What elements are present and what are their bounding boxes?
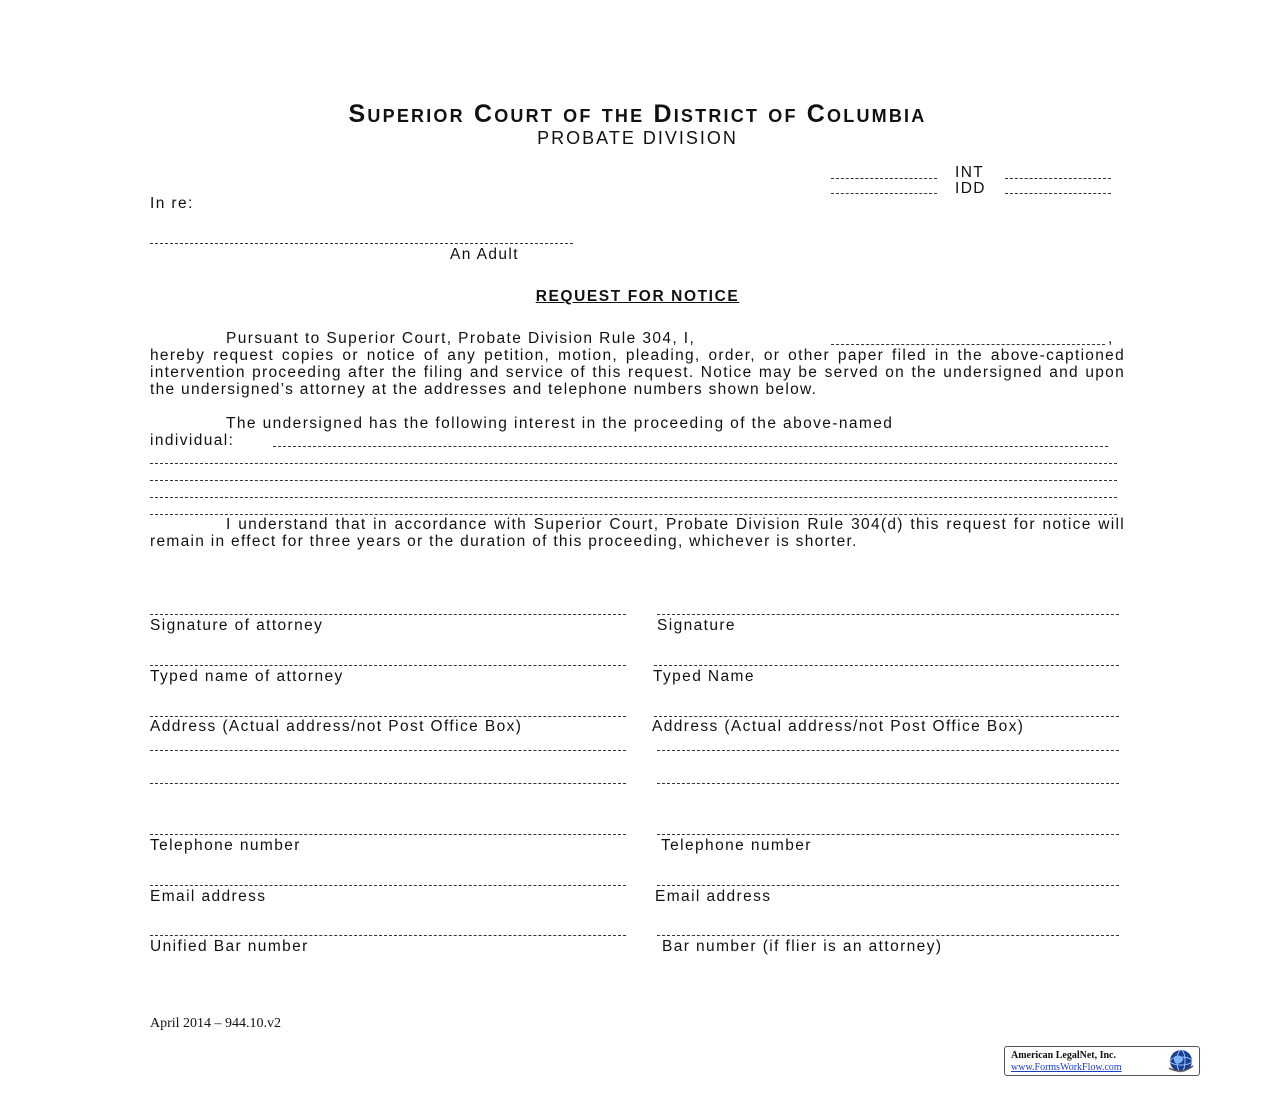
attorney-address-field-3[interactable] [150,783,626,784]
case-number-prefix-int-field[interactable] [831,178,937,179]
requester-telephone-label: Telephone number [661,837,812,854]
publisher-stamp[interactable] [1004,1046,1200,1076]
para1-rest: hereby request copies or notice of any petition, motion, pleading, order, or other paper filed in the above-captioned intervention proceeding after the filing and service of this request. Notice may be served on the undersigned and upon the undersigned’s attorney at the addresses and telephone numbers shown below. [150,347,1125,398]
attorney-signature-field[interactable] [150,614,626,615]
in-re-label: In re: [150,195,194,212]
requester-address-field-2[interactable] [657,750,1119,751]
attorney-telephone-field[interactable] [150,834,626,835]
requester-address-label: Address (Actual address/not Post Office Box) [652,718,1025,735]
para3-body [150,516,1125,550]
requester-address-field-1[interactable] [654,716,1119,717]
attorney-address-label: Address (Actual address/not Post Office Box) [150,718,523,735]
case-number-prefix-idd-field[interactable] [831,193,937,194]
attorney-email-field[interactable] [150,885,626,886]
case-number-int-field[interactable] [1005,178,1111,179]
adult-role-label: An Adult [450,246,519,263]
publisher-link[interactable]: www.FormsWorkFlow.com [1011,1062,1122,1073]
interest-field-line-1[interactable] [273,446,1108,447]
requester-signature-label: Signature [657,617,736,634]
para1-suffix: , [1108,330,1114,347]
requester-signature-field[interactable] [657,614,1119,615]
attorney-bar-number-label: Unified Bar number [150,938,309,955]
attorney-address-field-2[interactable] [150,750,626,751]
division-title: PROBATE DIVISION [537,128,738,148]
interest-field-line-4[interactable] [150,497,1117,498]
requester-email-label: Email address [655,888,772,905]
int-label: INT [955,164,985,181]
interest-field-line-3[interactable] [150,480,1117,481]
attorney-email-label: Email address [150,888,267,905]
attorney-telephone-label: Telephone number [150,837,301,854]
attorney-bar-number-field[interactable] [150,935,626,936]
form-heading: REQUEST FOR NOTICE [535,288,740,305]
globe-icon [1165,1048,1197,1074]
para1-prefix: Pursuant to Superior Court, Probate Division Rule 304, I, [226,330,701,347]
attorney-typed-name-label: Typed name of attorney [150,668,344,685]
requester-typed-name-label: Typed Name [653,668,755,685]
form-revision: April 2014 – 944.10.v2 [150,1016,282,1031]
requester-telephone-field[interactable] [657,834,1119,835]
attorney-address-field-1[interactable] [150,716,626,717]
court-title [0,100,1275,129]
para2-label: individual: [150,432,235,449]
interest-field-line-2[interactable] [150,463,1117,464]
attorney-typed-name-field[interactable] [150,665,626,666]
idd-label: IDD [955,180,986,197]
requester-typed-name-field[interactable] [654,665,1119,666]
requester-email-field[interactable] [657,885,1119,886]
requester-bar-number-label: Bar number (if flier is an attorney) [662,938,943,955]
para2-line1: The undersigned has the following interest in the proceeding of the above-named [226,415,894,432]
court-title-text: Superior Court of the District of Columbia [348,100,927,128]
para1-body [150,347,1125,398]
attorney-signature-label: Signature of attorney [150,617,324,634]
case-number-idd-field[interactable] [1005,193,1111,194]
para3: I understand that in accordance with Superior Court, Probate Division Rule 304(d) this request for notice will remain in effect for three years or the duration of this proceeding, whichever is shorter. [150,516,1125,550]
requester-name-field[interactable] [831,344,1105,345]
adult-name-field[interactable] [150,243,573,244]
publisher-name: American LegalNet, Inc. [1011,1050,1116,1061]
requester-address-field-3[interactable] [657,783,1119,784]
interest-field-line-5[interactable] [150,514,1117,515]
requester-bar-number-field[interactable] [657,935,1119,936]
